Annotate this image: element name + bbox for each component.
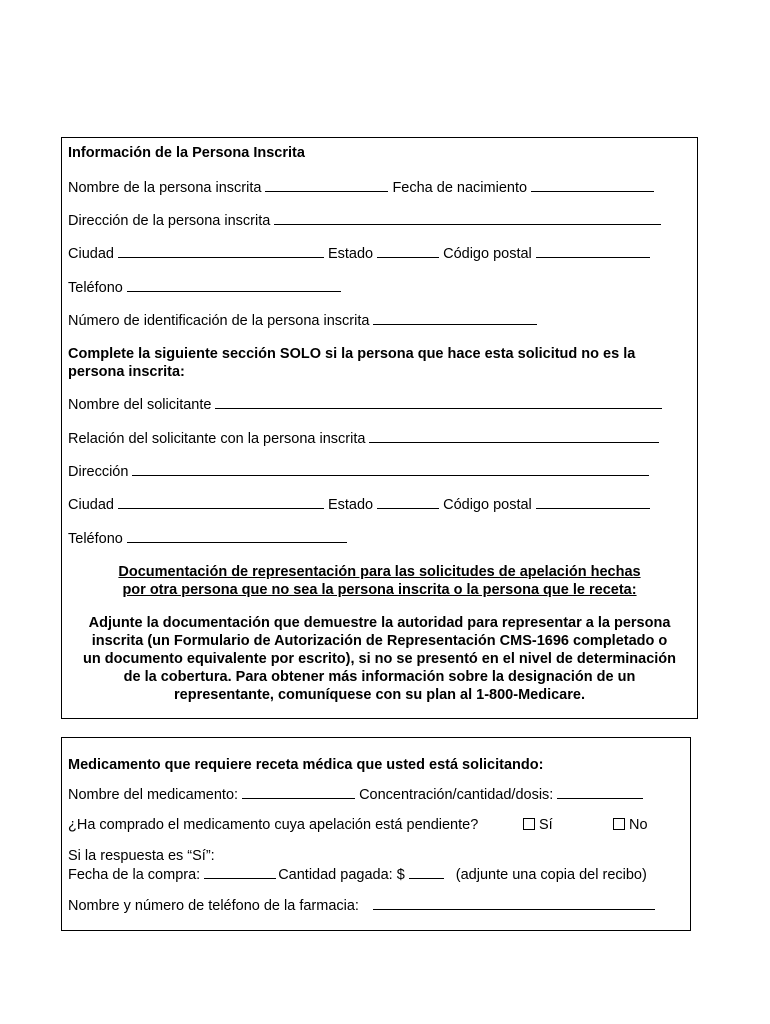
zip-field[interactable]	[536, 245, 650, 258]
state2-field[interactable]	[377, 496, 439, 509]
section-heading-medication: Medicamento que requiere receta médica que usted está solicitando:	[68, 757, 544, 773]
zip2-field[interactable]	[536, 496, 650, 509]
row-enrollee-id	[68, 312, 541, 329]
yes-label: Sí	[539, 817, 553, 833]
row-pharmacy	[68, 897, 659, 914]
row-requester-name	[68, 396, 666, 413]
relationship-field[interactable]	[369, 430, 659, 443]
city-field[interactable]	[118, 245, 324, 258]
row-requester-address	[68, 463, 653, 480]
yes-checkbox[interactable]	[523, 818, 535, 830]
rep-body-line-5: representante, comuníquese con su plan al 1-800-Medicare.	[174, 687, 585, 703]
phone-label: Teléfono	[68, 280, 123, 296]
row-relationship	[68, 430, 663, 447]
zip-label: Código postal	[443, 246, 532, 262]
state2-label: Estado	[327, 497, 374, 513]
city-label: Ciudad	[68, 246, 114, 262]
state-label: Estado	[327, 246, 374, 262]
receipt-note: (adjunte una copia del recibo)	[455, 867, 647, 883]
enrollee-address-field[interactable]	[274, 212, 661, 225]
city2-label: Ciudad	[68, 497, 114, 513]
rep-body-line-1: Adjunte la documentación que demuestre la autoridad para representar a la persona	[88, 615, 671, 631]
row-enrollee-address	[68, 212, 665, 229]
address-field[interactable]	[132, 463, 649, 476]
row-enrollee-phone	[68, 279, 345, 296]
rep-body-line-2: inscrita (un Formulario de Autorización de Representación CMS-1696 completado o	[91, 633, 668, 649]
phone-field[interactable]	[127, 279, 341, 292]
phone2-field[interactable]	[127, 530, 347, 543]
city2-field[interactable]	[118, 496, 324, 509]
birth-date-label: Fecha de nacimiento	[392, 180, 528, 196]
no-option[interactable]	[613, 817, 648, 834]
enrollee-address-label: Dirección de la persona inscrita	[68, 213, 271, 229]
requester-name-label: Nombre del solicitante	[68, 397, 212, 413]
requester-name-field[interactable]	[215, 396, 662, 409]
row-requester-city	[68, 496, 654, 513]
state-field[interactable]	[377, 245, 439, 258]
zip2-label: Código postal	[443, 497, 532, 513]
row-enrollee-city	[68, 245, 654, 262]
id-number-field[interactable]	[373, 312, 537, 325]
yes-option[interactable]	[523, 817, 553, 834]
row-drug-name	[68, 786, 647, 803]
amount-paid-field[interactable]	[409, 866, 444, 879]
drug-name-field[interactable]	[242, 786, 355, 799]
address-label: Dirección	[68, 464, 129, 480]
pharmacy-field[interactable]	[373, 897, 655, 910]
purchased-question-label: ¿Ha comprado el medicamento cuya apelación está pendiente?	[68, 817, 479, 833]
complete-note-line-2: persona inscrita:	[68, 364, 185, 380]
relationship-label: Relación del solicitante con la persona inscrita	[68, 431, 366, 447]
rep-heading-line-1: Documentación de representación para las solicitudes de apelación hechas	[118, 564, 641, 580]
pharmacy-label: Nombre y número de teléfono de la farmacia:	[68, 898, 359, 914]
rep-heading-line-2: por otra persona que no sea la persona inscrita o la persona que le receta:	[122, 582, 637, 598]
drug-name-label: Nombre del medicamento:	[68, 787, 239, 803]
row-enrollee-name	[68, 179, 658, 196]
phone2-label: Teléfono	[68, 531, 123, 547]
strength-field[interactable]	[557, 786, 643, 799]
row-purchased-question	[68, 817, 478, 834]
no-checkbox[interactable]	[613, 818, 625, 830]
rep-body-line-3: un documento equivalente por escrito), si no se presentó en el nivel de determinación	[82, 651, 677, 667]
purchase-date-label: Fecha de la compra:	[68, 867, 201, 883]
enrollee-name-field[interactable]	[265, 179, 388, 192]
section-heading-enrollee: Información de la Persona Inscrita	[68, 145, 305, 161]
birth-date-field[interactable]	[531, 179, 654, 192]
complete-note-line-1: Complete la siguiente sección SOLO si la persona que hace esta solicitud no es la	[68, 346, 636, 362]
enrollee-name-label: Nombre de la persona inscrita	[68, 180, 262, 196]
strength-label: Concentración/cantidad/dosis:	[359, 787, 554, 803]
row-purchase-details	[68, 866, 647, 883]
if-yes-label: Si la respuesta es “Sí”:	[68, 848, 215, 864]
amount-paid-label: Cantidad pagada: $	[278, 867, 405, 883]
id-number-label: Número de identificación de la persona inscrita	[68, 313, 370, 329]
row-requester-phone	[68, 530, 351, 547]
purchase-date-field[interactable]	[204, 866, 276, 879]
rep-body-line-4: de la cobertura. Para obtener más información sobre la designación de un	[123, 669, 636, 685]
no-label: No	[629, 817, 648, 833]
